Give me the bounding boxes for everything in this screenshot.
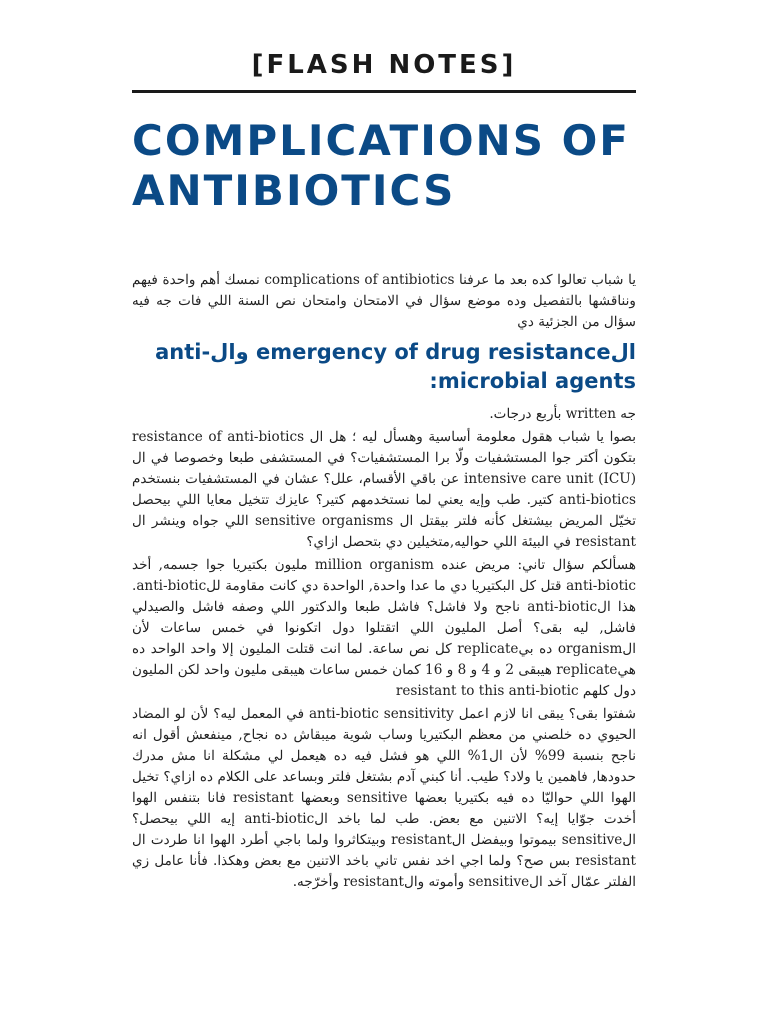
paragraph-2: بصوا يا شباب هقول معلومة أساسية وهسأل ليه ؛ هل ال resistance of anti-biotics بتكون أكتر جوا المستشفيات ولّا برا المستشفيات؟ في المستشفى طبعا وخصوصا في ال intensive care unit (ICU) عن باقي الأقسام، علل؟ عشان في المستشفيات بنستخدم anti-biotics كتير. طب وإيه يعني لما نستخدمهم كتير؟ عايزك تتخيل معايا اللي بيحصل تخيّل المريض بيشتغل كأنه فلتر بيقتل ال sensitive organisms اللي جواه وينشر ال resistant في البيئة اللي حواليه,متخيلين دي بتحصل ازاي؟ — [132, 429, 637, 550]
section-subheading: الemergency of drug resistance والanti-microbial agents: — [155, 340, 636, 393]
header-divider — [132, 90, 636, 93]
paragraph-1: جه written بأربع درجات. — [489, 406, 636, 422]
section-header-label: [FLASH NOTES] — [251, 50, 517, 80]
paragraph-3: هسألكم سؤال تاني: مريض عنده million organism مليون بكتيريا جوا جسمه, أخد anti-biotic قتل كل البكتيريا دي ما عدا واحدة, الواحدة دي كانت مقاومة للanti-biotic. هذا الanti-biotic ناجح ولا فاشل؟ فاشل طبعا والدكتور اللي وصفه فاشل والصيدلي فاشل, ليه بقى؟ أصل المليون اللي اتقتلوا دول اتكونوا في خمس ساعات لأن الorganism ده بيreplicate كل نص ساعة. لما انت قتلت المليون إلا واحد الواحد ده هيreplicate هيبقى 2 و 4 و 8 و 16 كمان خمس ساعات هيبقى مليون واحد لكن المليون دول كلهم resistant to this anti-biotic — [132, 557, 636, 699]
section-body — [132, 404, 636, 895]
paragraph-4: شفتوا بقى؟ يبقى انا لازم اعمل anti-biotic sensitivity في المعمل ليه؟ لأن لو المضاد الحيوي ده خلصني من معظم البكتيريا وساب شوية ميبقاش ده نجاح, مينفعش أقول انه ناجح بنسبة 99% لأن ال1% اللي هو فشل فيه ده هيعمل لي مشكلة انا مش مدرك حدودها, فاهمين يا ولاد؟ طيب. أنا كبني آدم بشتغل فلتر وبساعد على الكلام ده ازاي؟ تخيل الهوا اللي حواليّا ده فيه بكتيريا بعضها sensitive وبعضها resistant فانا بتنفس الهوا أخدت جوّايا إيه؟ الاتنين مع بعض. طب لما باخد الanti-biotic إيه اللي بيحصل؟ الsensitive بيموتوا وبيفضل الresistant وبيتكاثروا ولما باجي أطرد الهوا انا طردت ال resistant بس صح؟ ولما اجي اخد نفس تاني باخد الاتنين مع بعض وهكذا. فأنا عامل زي الفلتر عمّال آخد الsensitive وأموته والresistant وأخرّجه. — [132, 706, 636, 890]
page-title: COMPLICATIONS OF ANTIBIOTICS — [132, 116, 630, 215]
intro-paragraph: يا شباب تعالوا كده بعد ما عرفنا complications of antibiotics نمسك أهم واحدة فيهم ونناقشها بالتفصيل وده موضع سؤال في الامتحان وامتحان نص السنة اللي فات جه فيه سؤال من الجزئية دي — [132, 272, 637, 330]
